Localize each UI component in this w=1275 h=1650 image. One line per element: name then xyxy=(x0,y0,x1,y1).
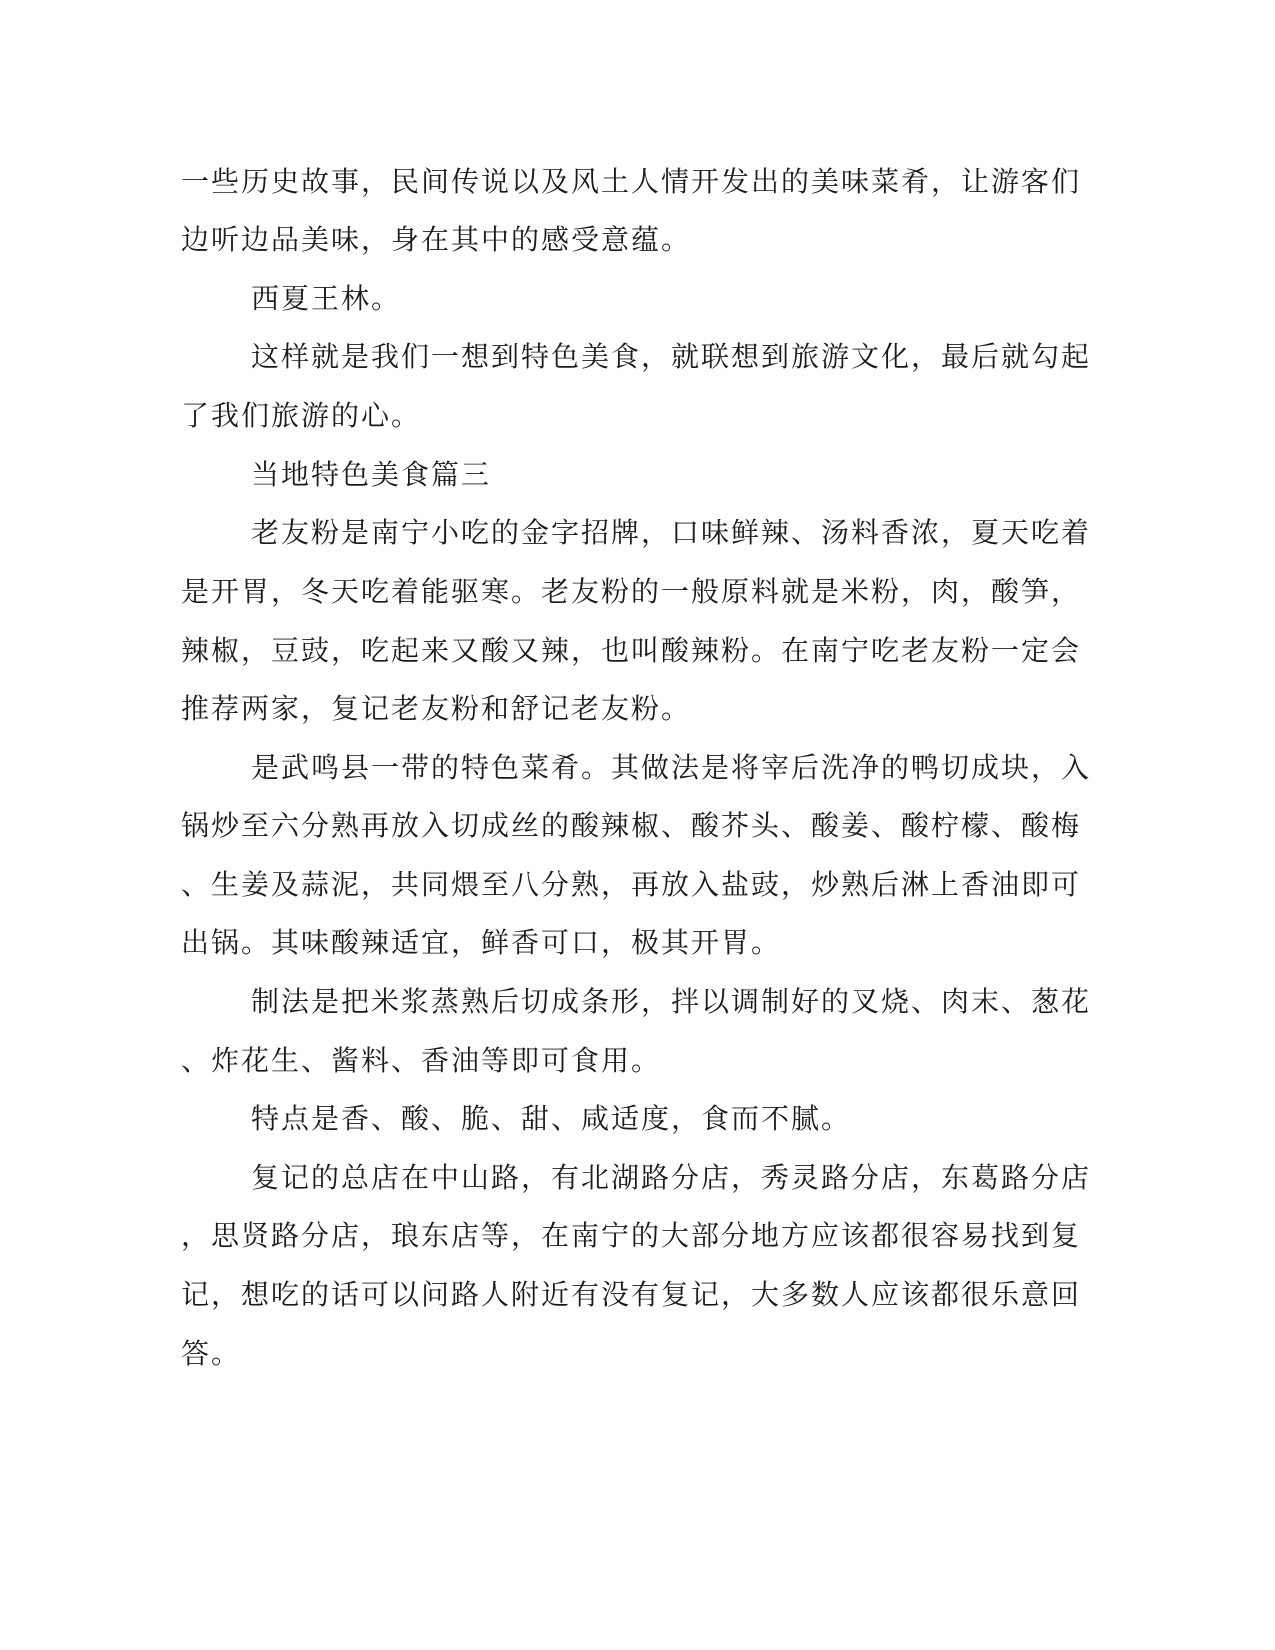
text-line: 这样就是我们一想到特色美食，就联想到旅游文化，最后就勾起 xyxy=(251,340,1092,373)
text-line: ，思贤路分店，琅东店等，在南宁的大部分地方应该都很容易找到复 xyxy=(181,1219,1082,1252)
text-line: 复记的总店在中山路，有北湖路分店，秀灵路分店，东葛路分店 xyxy=(251,1161,1092,1194)
text-line: 了我们旅游的心。 xyxy=(181,399,422,432)
text-line: 锅炒至六分熟再放入切成丝的酸辣椒、酸芥头、酸姜、酸柠檬、酸梅 xyxy=(181,809,1082,842)
text-line: 制法是把米浆蒸熟后切成条形，拌以调制好的叉烧、肉末、葱花 xyxy=(251,985,1092,1018)
text-line: 、生姜及蒜泥，共同煨至八分熟，再放入盐豉，炒熟后淋上香油即可 xyxy=(181,868,1082,901)
text-line: 记，想吃的话可以问路人附近有没有复记，大多数人应该都很乐意回 xyxy=(181,1278,1082,1311)
text-line: 是开胃，冬天吃着能驱寒。老友粉的一般原料就是米粉，肉，酸笋， xyxy=(181,575,1082,608)
text-line: 推荐两家，复记老友粉和舒记老友粉。 xyxy=(181,692,692,725)
text-line: 老友粉是南宁小吃的金字招牌，口味鲜辣、汤料香浓，夏天吃着 xyxy=(251,516,1092,549)
text-line: 答。 xyxy=(181,1337,242,1370)
text-line: 出锅。其味酸辣适宜，鲜香可口，极其开胃。 xyxy=(181,926,782,959)
text-line: 是武鸣县一带的特色菜肴。其做法是将宰后洗净的鸭切成块，入 xyxy=(251,751,1092,784)
text-line: 特点是香、酸、脆、甜、咸适度，食而不腻。 xyxy=(251,1102,852,1135)
text-line: 西夏王林。 xyxy=(251,282,402,315)
text-line: 边听边品美味，身在其中的感受意蕴。 xyxy=(181,223,692,256)
text-line: 一些历史故事，民间传说以及风土人情开发出的美味菜肴，让游客们 xyxy=(181,165,1082,198)
text-line: 、炸花生、酱料、香油等即可食用。 xyxy=(181,1044,662,1077)
section-heading: 当地特色美食篇三 xyxy=(251,458,492,491)
text-line: 辣椒，豆豉，吃起来又酸又辣，也叫酸辣粉。在南宁吃老友粉一定会 xyxy=(181,634,1082,667)
